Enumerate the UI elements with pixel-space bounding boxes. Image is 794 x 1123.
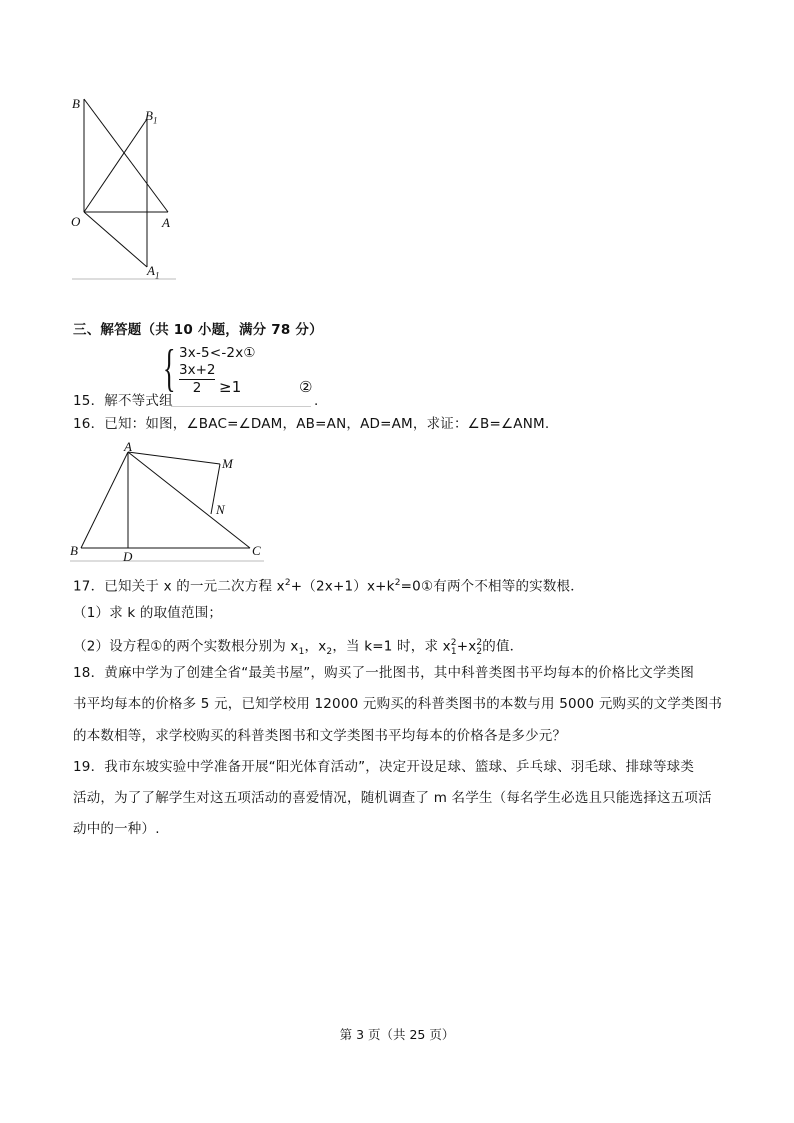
q17-stem-sup: 2 — [284, 578, 291, 588]
label-O: O — [71, 214, 81, 229]
q17-part2-e: 的值． — [482, 638, 524, 655]
figure-triangle-diagram — [68, 440, 268, 565]
label-A: A — [162, 215, 170, 230]
question-18-line-3: 的本数相等，求学校购买的科普类图书和文学类图书平均每本的价格各是多少元？ — [73, 728, 567, 744]
page-footer: 第 3 页（共 25 页） — [339, 1027, 455, 1042]
q17-part2-s1: 1 — [298, 647, 305, 658]
inequality-2-relation: ≥1 — [219, 378, 242, 396]
q17-part2-p2: 2 — [476, 638, 483, 648]
label-A1-sub: 1 — [154, 270, 160, 281]
system-brace: { — [163, 340, 176, 397]
question-19-line-1: 19．我市东坡实验中学准备开展“阳光体育活动”，决定开设足球、篮球、乒乓球、羽毛球、排球等球类 — [73, 759, 695, 775]
question-15 — [73, 340, 373, 410]
question-18-line-1: 18．黄麻中学为了创建全省“最美书屋”，购买了一批图书，其中科普类图书平均每本的价格比文学类图 — [73, 665, 695, 681]
inequality-1: 3x-5<-2x① — [179, 345, 256, 361]
fraction-numerator: 3x+2 — [179, 362, 216, 378]
label-B: B — [70, 543, 78, 558]
question-17-stem — [73, 574, 584, 596]
label-A: A — [124, 439, 132, 454]
segment-AM — [128, 452, 220, 464]
label-B: B — [72, 96, 80, 111]
triangle-diagram-svg — [68, 440, 268, 565]
figure-rotation-diagram — [70, 95, 180, 285]
question-15-end: . — [314, 393, 319, 409]
rotation-diagram-svg — [70, 95, 180, 285]
q17-part2-p1: 2 — [450, 638, 457, 648]
segment-AB — [81, 452, 128, 548]
q17-part2-d: +x — [456, 638, 477, 655]
question-17-part-1: （1）求 k 的取值范围； — [73, 605, 223, 621]
segment-OB1 — [84, 119, 147, 212]
inequality-2-mark: ② — [299, 378, 313, 396]
section-title: 三、解答题（共 10 小题，满分 78 分） — [73, 322, 323, 338]
question-15-prefix: 15．解不等式组 — [73, 393, 173, 409]
question-19-line-3: 动中的一种）. — [73, 821, 160, 837]
inequality-2-fraction — [179, 362, 215, 397]
label-A1-main: A — [147, 263, 155, 278]
fraction-denominator: 2 — [192, 380, 202, 396]
q17-part2-s3: 1 — [450, 647, 457, 658]
question-18-line-2: 书平均每本的价格多 5 元，已知学校用 12000 元购买的科普类图书的本数与用 5000 元购买的文学类图书 — [73, 696, 723, 712]
q17-part2-b: ，x — [304, 638, 327, 655]
q17-part2-s2: 2 — [326, 647, 333, 658]
label-C: C — [252, 543, 261, 558]
q17-stem-sup2: 2 — [394, 578, 401, 588]
question-17-part-2 — [73, 634, 523, 661]
segment-OA1 — [84, 212, 147, 267]
q17-stem-a: 17．已知关于 x 的一元二次方程 x — [73, 578, 285, 595]
question-16-text: 16．已知：如图，∠BAC=∠DAM，AB=AN，AD=AM，求证：∠B=∠ANM. — [73, 416, 550, 432]
q17-stem-c: =0①有两个不相等的实数根． — [400, 578, 584, 595]
label-B1-sub: 1 — [152, 115, 158, 126]
q17-part2-s4: 2 — [476, 647, 483, 658]
system-underline — [171, 406, 311, 407]
q17-part2-c: ，当 k=1 时，求 x — [332, 638, 451, 655]
label-M: M — [222, 456, 233, 471]
label-B1 — [145, 109, 157, 126]
q17-stem-b: +（2x+1）x+k — [290, 578, 395, 595]
label-D: D — [123, 549, 133, 564]
label-B1-main: B — [145, 108, 153, 123]
q17-part2-a: （2）设方程①的两个实数根分别为 x — [73, 638, 299, 655]
label-N: N — [216, 502, 225, 517]
question-19-line-2: 活动，为了了解学生对这五项活动的喜爱情况，随机调查了 m 名学生（每名学生必选且只能选择这五项活 — [73, 790, 712, 806]
label-A1 — [147, 264, 159, 281]
